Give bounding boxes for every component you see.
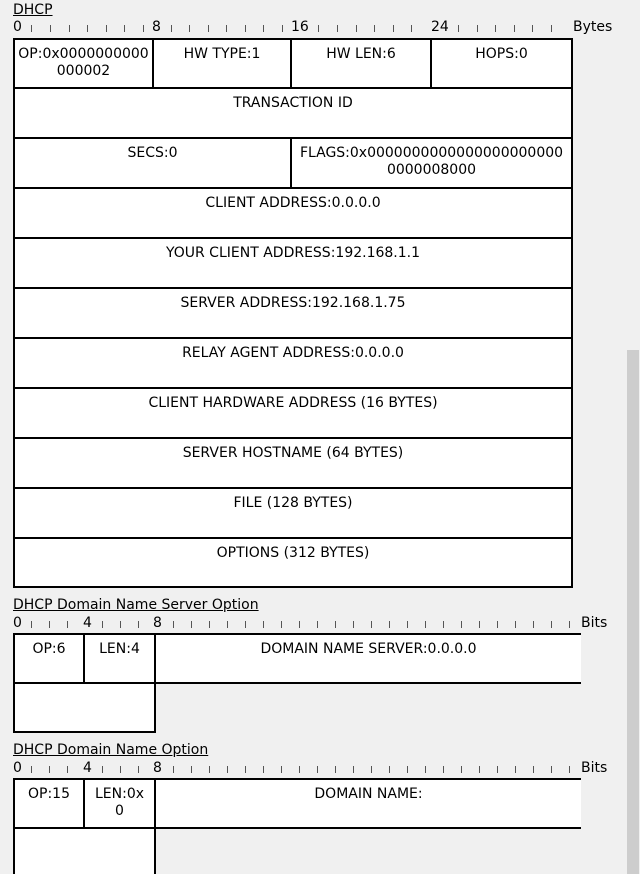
ruler-tick [69, 25, 70, 32]
dns-option-len-field: LEN:4 [83, 633, 156, 684]
ruler-label: 4 [83, 615, 92, 631]
ruler-tick [514, 25, 515, 32]
ruler-tick [318, 25, 319, 32]
dn-option-section-title: DHCP Domain Name Option [13, 742, 209, 758]
dns-option-domain-name-server-field: DOMAIN NAME SERVER:0.0.0.0 [154, 633, 581, 684]
ruler-tick [263, 766, 264, 773]
ruler-tick [245, 621, 246, 628]
dhcp-client-hardware-address-field: CLIENT HARDWARE ADDRESS (16 BYTES) [13, 387, 573, 439]
ruler-tick [461, 766, 462, 773]
dhcp-hw-len-field: HW LEN:6 [290, 38, 432, 89]
ruler-tick [497, 766, 498, 773]
ruler-tick [356, 25, 357, 32]
ruler-tick [317, 766, 318, 773]
dns-option-op-field: OP:6 [13, 633, 85, 684]
ruler-tick [138, 766, 139, 773]
ruler-label: 8 [153, 760, 162, 776]
ruler-tick [299, 766, 300, 773]
ruler-tick [425, 621, 426, 628]
ruler-label: 0 [13, 760, 22, 776]
dhcp-server-address-field: SERVER ADDRESS:192.168.1.75 [13, 287, 573, 339]
ruler-tick [299, 621, 300, 628]
ruler-tick [67, 621, 68, 628]
ruler-label: 16 [291, 19, 309, 35]
ruler-label: 8 [152, 19, 161, 35]
ruler-tick [477, 25, 478, 32]
dhcp-relay-agent-address-field: RELAY AGENT ADDRESS:0.0.0.0 [13, 337, 573, 389]
dhcp-server-hostname-field: SERVER HOSTNAME (64 BYTES) [13, 437, 573, 489]
ruler-tick [551, 621, 552, 628]
ruler-tick [443, 766, 444, 773]
dns-option-section-title: DHCP Domain Name Server Option [13, 597, 259, 613]
ruler-tick [67, 766, 68, 773]
dhcp-byte-ruler [13, 19, 633, 35]
ruler-tick [317, 621, 318, 628]
ruler-tick [282, 25, 283, 32]
dn-option-bit-ruler [13, 760, 633, 776]
ruler-tick [335, 766, 336, 773]
ruler-tick [227, 621, 228, 628]
ruler-tick [263, 25, 264, 32]
ruler-tick [371, 621, 372, 628]
dhcp-secs-field: SECS:0 [13, 137, 292, 189]
vertical-scrollbar-thumb[interactable] [627, 350, 639, 874]
ruler-tick [208, 25, 209, 32]
ruler-tick [50, 25, 51, 32]
ruler-tick [479, 621, 480, 628]
ruler-tick [389, 621, 390, 628]
ruler-tick [569, 621, 570, 628]
dhcp-hops-field: HOPS:0 [430, 38, 573, 89]
ruler-tick [87, 25, 88, 32]
ruler-tick [143, 25, 144, 32]
ruler-tick [102, 621, 103, 628]
ruler-tick [515, 766, 516, 773]
ruler-label: 0 [13, 19, 22, 35]
ruler-tick [226, 25, 227, 32]
ruler-label: 4 [83, 760, 92, 776]
dhcp-op-field: OP:0x0000000000000002 [13, 38, 154, 89]
ruler-tick [31, 621, 32, 628]
ruler-tick [120, 766, 121, 773]
dhcp-options-field: OPTIONS (312 BYTES) [13, 537, 573, 588]
dhcp-transaction-id-field: TRANSACTION ID [13, 87, 573, 139]
dn-option-op-field: OP:15 [13, 778, 85, 829]
ruler-tick [551, 25, 552, 32]
ruler-tick [263, 621, 264, 628]
dhcp-file-field: FILE (128 BYTES) [13, 487, 573, 539]
ruler-tick [393, 25, 394, 32]
ruler-tick [227, 766, 228, 773]
ruler-tick [209, 621, 210, 628]
ruler-tick [337, 25, 338, 32]
dhcp-flags-field: FLAGS:0x00000000000000000000000000008000 [290, 137, 573, 189]
dhcp-your-client-address-field: YOUR CLIENT ADDRESS:192.168.1.1 [13, 237, 573, 289]
dhcp-hw-type-field: HW TYPE:1 [152, 38, 292, 89]
dn-option-len-field: LEN:0x0 [83, 778, 156, 829]
ruler-tick [124, 25, 125, 32]
ruler-tick [443, 621, 444, 628]
ruler-label: 8 [153, 615, 162, 631]
ruler-tick [335, 621, 336, 628]
ruler-tick [533, 621, 534, 628]
ruler-tick [106, 25, 107, 32]
ruler-tick [138, 621, 139, 628]
ruler-tick [120, 621, 121, 628]
ruler-tick [551, 766, 552, 773]
ruler-label: 0 [13, 615, 22, 631]
ruler-tick [371, 766, 372, 773]
ruler-tick [49, 621, 50, 628]
ruler-tick [281, 766, 282, 773]
dhcp-client-address-field: CLIENT ADDRESS:0.0.0.0 [13, 187, 573, 239]
ruler-tick [495, 25, 496, 32]
ruler-tick [458, 25, 459, 32]
ruler-tick [479, 766, 480, 773]
ruler-unit: Bits [581, 615, 608, 631]
ruler-unit: Bytes [573, 19, 613, 35]
ruler-tick [173, 621, 174, 628]
ruler-tick [411, 25, 412, 32]
ruler-tick [497, 621, 498, 628]
ruler-tick [31, 766, 32, 773]
ruler-tick [245, 25, 246, 32]
ruler-tick [407, 621, 408, 628]
ruler-tick [102, 766, 103, 773]
ruler-tick [209, 766, 210, 773]
ruler-tick [191, 766, 192, 773]
ruler-tick [173, 766, 174, 773]
dn-option-domain-name-field: DOMAIN NAME: [154, 778, 581, 829]
dn-option-continuation-field [13, 827, 156, 874]
ruler-tick [425, 766, 426, 773]
ruler-tick [532, 25, 533, 32]
dhcp-section-title: DHCP [13, 2, 53, 18]
ruler-label: 24 [431, 19, 449, 35]
ruler-tick [353, 766, 354, 773]
ruler-tick [407, 766, 408, 773]
ruler-tick [189, 25, 190, 32]
ruler-tick [281, 621, 282, 628]
ruler-tick [191, 621, 192, 628]
ruler-tick [533, 766, 534, 773]
ruler-unit: Bits [581, 760, 608, 776]
dns-option-continuation-field [13, 682, 156, 733]
ruler-tick [353, 621, 354, 628]
ruler-tick [31, 25, 32, 32]
ruler-tick [49, 766, 50, 773]
ruler-tick [374, 25, 375, 32]
ruler-tick [515, 621, 516, 628]
ruler-tick [569, 766, 570, 773]
ruler-tick [171, 25, 172, 32]
dns-option-bit-ruler [13, 615, 633, 631]
ruler-tick [389, 766, 390, 773]
ruler-tick [461, 621, 462, 628]
ruler-tick [245, 766, 246, 773]
